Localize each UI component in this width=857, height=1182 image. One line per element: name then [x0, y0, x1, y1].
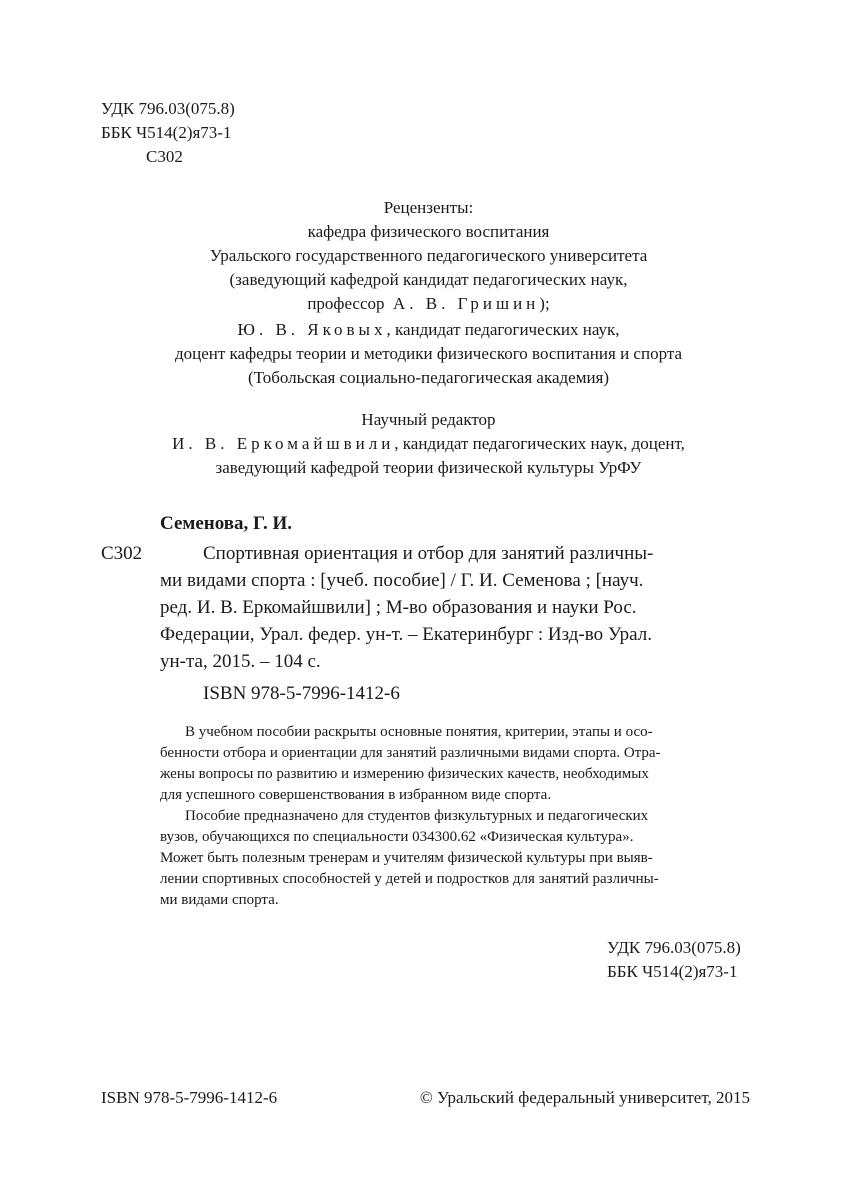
reviewer1-tail: );: [539, 294, 550, 313]
annotation-p1-l1: В учебном пособии раскрыты основные понятия, критерии, этапы и осо-: [185, 724, 653, 740]
reviewer2-line2: доцент кафедры теории и методики физического воспитания и спорта: [174, 344, 683, 363]
record-line3: ред. И. В. Еркомайшвили] ; М-во образования и науки Рос.: [160, 597, 637, 618]
record-author: Семенова, Г. И.: [160, 513, 292, 534]
editor-line1: [0, 434, 857, 454]
reviewer1-name: А. В. Гришин: [393, 294, 540, 313]
record-line5: ун-та, 2015. – 104 с.: [160, 651, 321, 672]
annotation-p1-l2: бенности отбора и ориентации для занятий различными видами спорта. Отра-: [160, 745, 661, 761]
annotation-p2-l3: Может быть полезным тренерам и учителям физической культуры при выяв-: [160, 850, 653, 866]
annotation-p2-l5: ми видами спорта.: [160, 892, 279, 908]
annotation-p2-l4: лении спортивных способностей у детей и подростков для занятий различны-: [160, 871, 659, 887]
reviewer1-line4: [0, 294, 857, 314]
reviewer1-line3: (заведующий кафедрой кандидат педагогических наук,: [229, 270, 628, 289]
record-line2: ми видами спорта : [учеб. пособие] / Г. И. Семенова ; [науч.: [160, 570, 644, 591]
editor-degree: , кандидат педагогических наук, доцент,: [394, 434, 685, 453]
record-isbn: ISBN 978-5-7996-1412-6: [203, 683, 400, 704]
annotation-p1-l4: для успешного совершенствования в избранном виде спорта.: [160, 787, 552, 803]
reviewer1-title: профессор: [307, 294, 385, 313]
editor-title: Научный редактор: [361, 410, 496, 429]
footer-isbn: ISBN 978-5-7996-1412-6: [101, 1088, 278, 1107]
reviewer2-line3: (Тобольская социально-педагогическая академия): [247, 368, 610, 387]
reviewer1-line1: кафедра физического воспитания: [307, 222, 550, 241]
annotation-p2-l1: Пособие предназначено для студентов физкультурных и педагогических: [185, 808, 649, 824]
editor-name: И. В. Еркомайшвили: [172, 434, 395, 453]
reviewer1-line2: Уральского государственного педагогического университета: [209, 246, 648, 265]
header-bbk: ББК Ч514(2)я73-1: [101, 123, 232, 142]
classification-bbk: ББК Ч514(2)я73-1: [607, 962, 738, 981]
reviewer2-degree: , кандидат педагогических наук,: [386, 320, 620, 339]
record-line1: Спортивная ориентация и отбор для занятий различны-: [203, 543, 654, 564]
reviewer2-line1: [0, 320, 857, 340]
record-line4: Федерации, Урал. федер. ун-т. – Екатеринбург : Изд-во Урал.: [160, 624, 652, 645]
reviewers-title: Рецензенты:: [383, 198, 474, 217]
record-code: С302: [101, 543, 143, 564]
editor-line2: заведующий кафедрой теории физической культуры УрФУ: [215, 458, 642, 477]
header-udk: УДК 796.03(075.8): [101, 99, 235, 118]
classification-udk: УДК 796.03(075.8): [607, 938, 741, 957]
annotation-p2-l2: вузов, обучающихся по специальности 034300.62 «Физическая культура».: [160, 829, 634, 845]
footer-copyright: © Уральский федеральный университет, 2015: [419, 1088, 750, 1107]
annotation-p1-l3: жены вопросы по развитию и измерению физических качеств, необходимых: [160, 766, 649, 782]
reviewer2-name: Ю. В. Яковых: [237, 320, 387, 339]
header-code: С302: [146, 147, 183, 166]
